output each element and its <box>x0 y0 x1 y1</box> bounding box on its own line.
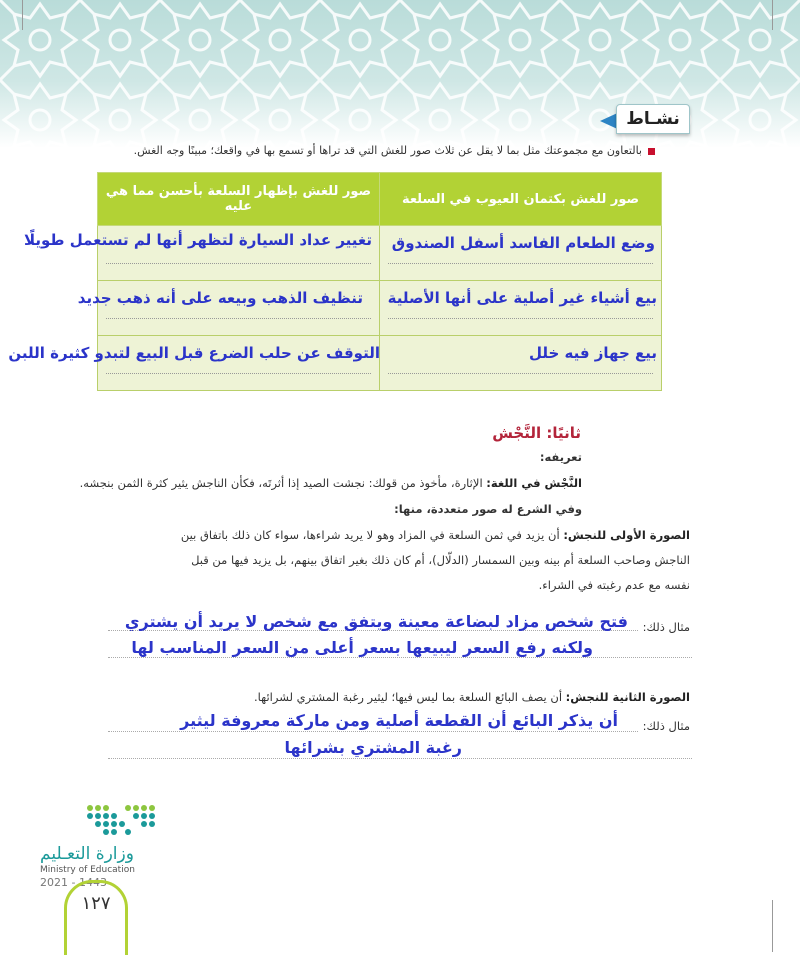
handwritten-answer: تغيير عداد السيارة لتظهر أنها لم تستعمل طويلًا <box>23 231 372 249</box>
term-label: الصورة الأولى للنجش: <box>563 528 690 542</box>
crop-mark <box>772 0 773 30</box>
activity-badge <box>600 104 690 134</box>
term-label: النَّجْش في اللغة: <box>486 476 582 490</box>
example-label: مثال ذلك: <box>642 719 690 733</box>
table-header-cell: صور للغش بكتمان العيوب في السلعة <box>380 173 662 226</box>
handwritten-answer: فتح شخص مزاد لبضاعة معينة ويتفق مع شخص لا يريد أن يشتري <box>124 612 628 631</box>
handwritten-answer: بيع جهاز فيه خلل <box>528 344 657 362</box>
bullet-square-icon <box>648 148 655 155</box>
table-header-cell: صور للغش بإظهار السلعة بأحسن مما هي عليه <box>98 173 380 226</box>
activity-badge-label: نشـاط <box>616 104 690 134</box>
form2-line <box>254 690 690 704</box>
definition-text: الإثارة، مأخوذ من قولك: نجشت الصيد إذا أثرتَه، فكأن الناجش يثير كثرة الثمن بنجشه. <box>79 476 483 490</box>
ministry-logo <box>40 802 190 889</box>
ministry-dots-icon <box>40 802 180 838</box>
term-label: الصورة الثانية للنجش: <box>565 690 690 704</box>
page-number-box <box>64 880 128 955</box>
handwritten-answer: ولكنه رفع السعر ليبيعها بسعر أعلى من السعر المناسب لها <box>131 638 593 657</box>
answer-line <box>108 758 692 759</box>
handwritten-answer: رغبة المشتري بشرائها <box>284 738 462 757</box>
ministry-name-en: Ministry of Education <box>40 865 135 875</box>
handwritten-answer: تنظيف الذهب وبيعه على أنه ذهب جديد <box>77 289 363 307</box>
instruction-text: بالتعاون مع مجموعتك مثل بما لا يقل عن ثلاث صور للغش التي قد تراها أو تسمع بها في واقعك؛ مبينًا وجه الغش. <box>133 144 642 157</box>
answer-line <box>108 731 638 732</box>
form1-line <box>181 528 690 542</box>
definition-label: تعريفه: <box>539 450 582 464</box>
activity-instruction <box>134 144 655 157</box>
handwritten-answer: وضع الطعام الفاسد أسفل الصندوق <box>391 234 655 252</box>
crop-mark <box>772 900 773 952</box>
form2-text: أن يصف البائع السلعة بما ليس فيها؛ ليثير رغبة المشتري لشرائها. <box>254 690 563 704</box>
page-number: ١٢٧ <box>81 893 111 914</box>
table-header-row <box>98 173 662 226</box>
example-label: مثال ذلك: <box>642 620 690 634</box>
handwritten-answer: أن يذكر البائع أن القطعة أصلية ومن ماركة معروفة ليثير <box>180 711 618 730</box>
crop-mark <box>22 0 23 30</box>
section-title: ثانيًا: النَّجْش <box>492 424 581 442</box>
ministry-name-ar: وزارة التعـليم <box>40 844 134 864</box>
edition-year: 2021 - 1443 <box>40 876 107 889</box>
form1-line: الناجش وصاحب السلعة أم بينه وبين السمسار (الدلّال)، أم كان ذلك بغير اتفاق بينهم، بل يزيد فيها من قبل <box>191 553 690 567</box>
handwritten-answer: التوقف عن حلب الضرع قبل البيع لتبدو كثيرة اللبن <box>8 344 380 362</box>
form1-line: نفسه مع عدم رغبته في الشراء. <box>538 578 690 592</box>
handwritten-answer: بيع أشياء غير أصلية على أنها الأصلية <box>387 289 657 307</box>
form1-text: أن يزيد في ثمن السلعة في المزاد وهو لا يريد شراءها، سواء كان ذلك باتفاق بين <box>180 528 560 542</box>
sharia-intro: وفي الشرع له صور متعددة، منها: <box>394 502 582 516</box>
answer-line <box>108 657 692 658</box>
language-definition <box>80 476 582 490</box>
